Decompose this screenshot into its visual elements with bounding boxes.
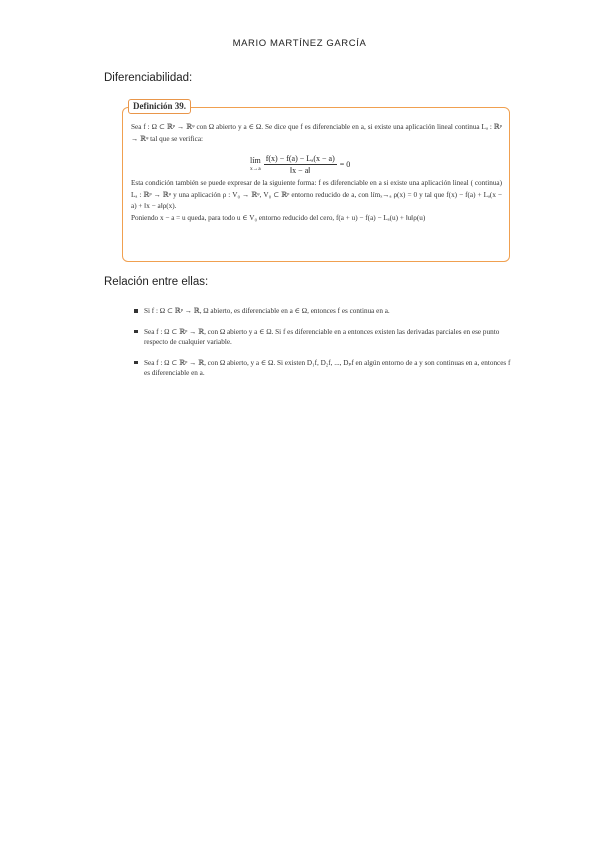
limit-subscript: x→a — [250, 165, 261, 172]
section-title-diferenciabilidad: Diferenciabilidad: — [104, 72, 193, 84]
formula-rhs: = 0 — [339, 160, 351, 169]
definition-tag: Definición 39. — [128, 99, 191, 114]
bullet-icon — [134, 309, 138, 313]
page-header-author: MARIO MARTÍNEZ GARCÍA — [232, 38, 367, 49]
list-item — [131, 358, 511, 379]
relation-list — [131, 306, 511, 389]
limit-formula — [250, 154, 350, 175]
definition-paragraph-1: Sea f : Ω ⊂ ℝᵖ → ℝᵠ con Ω abierto y a ∈ Ω. Se dice que f es diferenciable en a, si existe una aplicación lineal continua Lₐ : ℝᵖ → ℝᵠ tal que se verifica: — [131, 123, 502, 143]
fraction-numerator: f(x) − f(a) − Lₐ(x − a) — [265, 154, 335, 163]
limit-fraction — [264, 154, 337, 175]
bullet-icon — [134, 330, 138, 334]
fraction-denominator: ‖x − a‖ — [289, 166, 311, 175]
definition-paragraph-2: Esta condición también se puede expresar de la siguiente forma: f es diferenciable en a si existe una aplicación lineal ( continua) Lₐ : ℝᵖ → ℝᵠ y una aplicación ρ : V₀ → ℝᵠ, V₀ ⊂ ℝᵖ entorno reducido de a, con límₓ→ₐ ρ(x) = 0 y tal que f(x) − f(a) + Lₐ(x − a) + ‖x − a‖ρ(x). — [131, 179, 502, 210]
list-item-text: Sea f : Ω ⊂ ℝᵖ → ℝ, con Ω abierto, y a ∈ Ω. Si existen D₁f, D₂f, ..., Dₚf en algún entorno de a y son continuas en a, entonces f es diferenciable en a. — [144, 358, 511, 377]
list-item-text: Si f : Ω ⊂ ℝᵖ → ℝ, Ω abierto, es diferenciable en a ∈ Ω, entonces f es continua en a. — [144, 307, 390, 315]
list-item-text: Sea f : Ω ⊂ ℝᵖ → ℝ, con Ω abierto y a ∈ Ω. Si f es diferenciable en a entonces existen las derivadas parciales en ese punto respecto de cualquier variable. — [144, 327, 500, 346]
limit-symbol: lím — [250, 155, 261, 165]
section-title-relacion: Relación entre ellas: — [104, 276, 209, 288]
limit-operator — [250, 157, 261, 173]
bullet-icon — [134, 361, 138, 365]
list-item — [131, 306, 511, 317]
definition-paragraph-3: Poniendo x − a = u queda, para todo u ∈ V₀ entorno reducido del cero, f(a + u) − f(a) − Lₐ(u) + ‖u‖ρ(u) — [131, 213, 426, 222]
list-item — [131, 327, 511, 348]
